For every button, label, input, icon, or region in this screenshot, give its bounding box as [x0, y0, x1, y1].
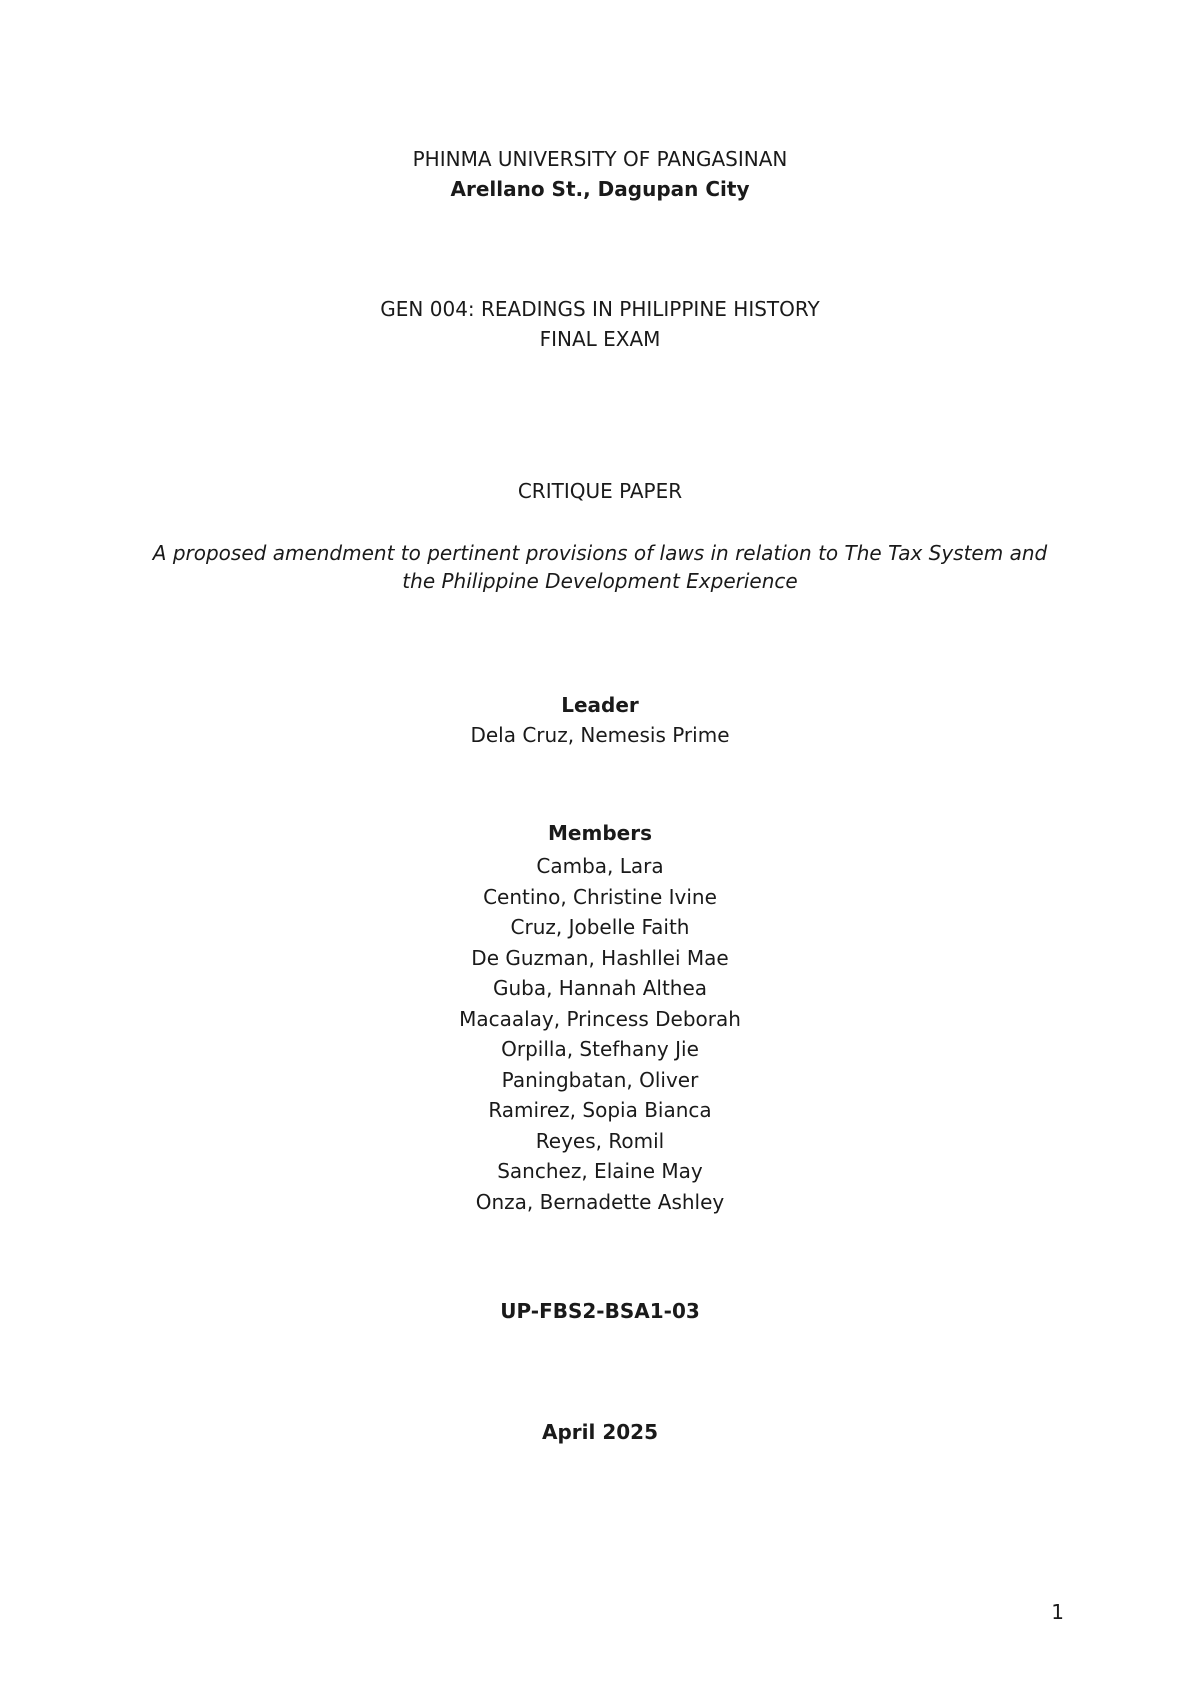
leader-name: Dela Cruz, Nemesis Prime	[470, 723, 730, 747]
member-name: Onza, Bernadette Ashley	[475, 1189, 725, 1214]
section-code: UP-FBS2-BSA1-03	[500, 1299, 700, 1323]
exam-type: FINAL EXAM	[539, 327, 661, 351]
member-name: Ramirez, Sopia Bianca	[488, 1098, 712, 1122]
member-name: Centino, Christine Ivine	[483, 884, 717, 909]
member-name: Reyes, Romil	[535, 1128, 665, 1153]
members-list	[0, 851, 1200, 1217]
paper-subtitle-line-1: A proposed amendment to pertinent provisions of laws in relation to The Tax System and	[152, 541, 1048, 565]
member-name: Guba, Hannah Althea	[492, 976, 708, 1000]
member-name: Orpilla, Stefhany Jie	[501, 1037, 699, 1061]
member-name: Macaalay, Princess Deborah	[459, 1006, 741, 1031]
course-title: GEN 004: READINGS IN PHILIPPINE HISTORY	[380, 297, 820, 321]
members-heading: Members	[548, 821, 652, 845]
leader-heading: Leader	[561, 693, 639, 717]
member-name: De Guzman, Hashllei Mae	[471, 945, 729, 970]
institution-address: Arellano St., Dagupan City	[450, 177, 750, 201]
paper-type: CRITIQUE PAPER	[517, 479, 683, 503]
institution-name: PHINMA UNIVERSITY OF PANGASINAN	[412, 147, 788, 171]
member-name: Sanchez, Elaine May	[497, 1159, 703, 1183]
date: April 2025	[542, 1420, 658, 1444]
member-name: Cruz, Jobelle Faith	[510, 915, 690, 939]
page-number: 1	[1051, 1600, 1064, 1624]
member-name: Camba, Lara	[536, 854, 664, 878]
member-name: Paningbatan, Oliver	[501, 1067, 699, 1092]
paper-subtitle-line-2: the Philippine Development Experience	[402, 569, 798, 593]
